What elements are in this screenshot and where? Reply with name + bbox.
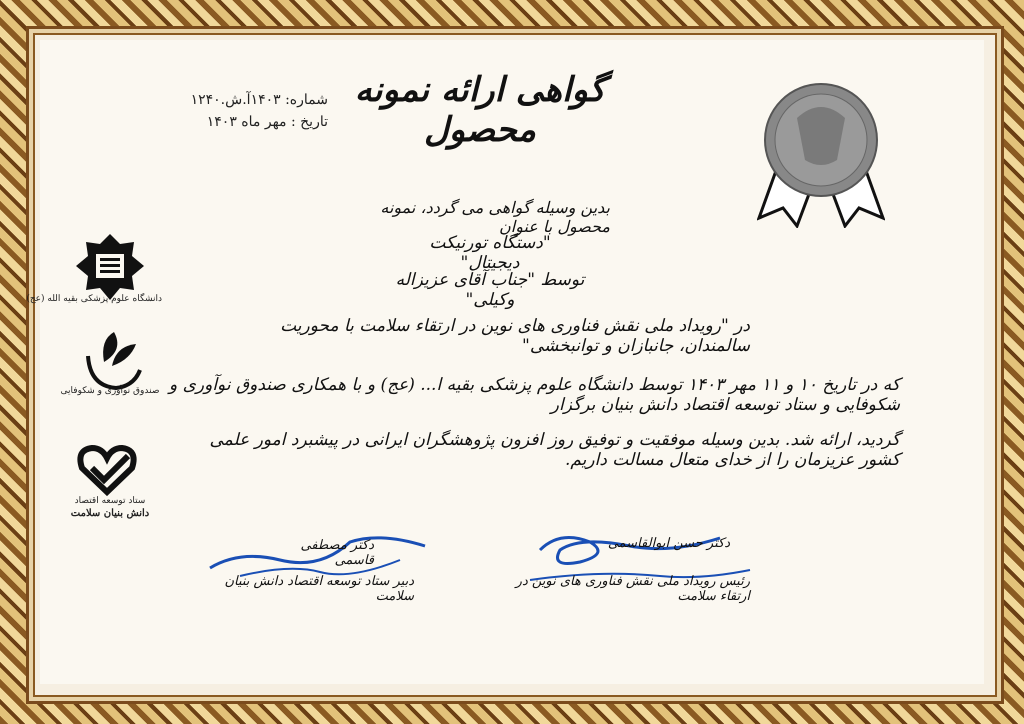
left-signer-name: دکتر مصطفی قاسمی — [300, 538, 374, 568]
knowledge-hq-caption-2: دانش بنیان سلامت — [70, 508, 150, 519]
university-caption: دانشگاه علوم پزشکی بقیه الله (عج) — [26, 294, 162, 304]
left-signer-title: دبیر ستاد توسعه اقتصاد دانش بنیان سلامت — [224, 574, 414, 604]
product-title: "دستگاه تورنیکت دیجیتال" — [429, 233, 551, 273]
right-signer-title: رئیس رویداد ملی نقش فناوری های نوین در ارتقاء سلامت — [515, 574, 750, 604]
right-signer-name: دکتر حسن ابوالقاسمی — [607, 536, 730, 551]
certificate-number: شماره: ۱۴۰۳آ.ش.۱۲۴۰ — [190, 92, 328, 108]
knowledge-hq-caption-1: ستاد توسعه اقتصاد — [74, 496, 146, 506]
seal-icon — [757, 78, 885, 228]
certificate-date: تاریخ : مهر ماه ۱۴۰۳ — [206, 114, 328, 130]
certificate-title: گواهی ارائه نمونه محصول — [354, 70, 606, 150]
cert-line-1: بدین وسیله گواهی می گردد، نمونه محصول با عنوان — [380, 198, 610, 236]
closing-line: گردید، ارائه شد. بدین وسیله موفقیت و توفیق روز افزون پژوهشگران ایرانی در پیشبرد امور علمی کشور عزیزمان را از خدای متعال مسالت داریم. — [209, 430, 900, 470]
university-logo-icon — [70, 232, 150, 302]
date-organizer-line: که در تاریخ ۱۰ و ۱۱ مهر ۱۴۰۳ توسط دانشگاه علوم پزشکی بقیه ا... (عج) و با همکاری صندوق نوآوری و شکوفایی و ستاد توسعه اقتصاد دانش بنیان برگزار — [168, 375, 900, 415]
event-line: در "رویداد ملی نقش فناوری های نوین در ارتقاء سلامت با محوریت سالمندان، جانبازان و توانبخشی" — [280, 316, 750, 356]
innovation-fund-caption: صندوق نوآوری و شکوفایی — [60, 386, 160, 396]
knowledge-hq-logo-icon — [62, 440, 152, 518]
recipient-line: توسط "جناب آقای عزیزاله وکیلی" — [395, 270, 585, 310]
